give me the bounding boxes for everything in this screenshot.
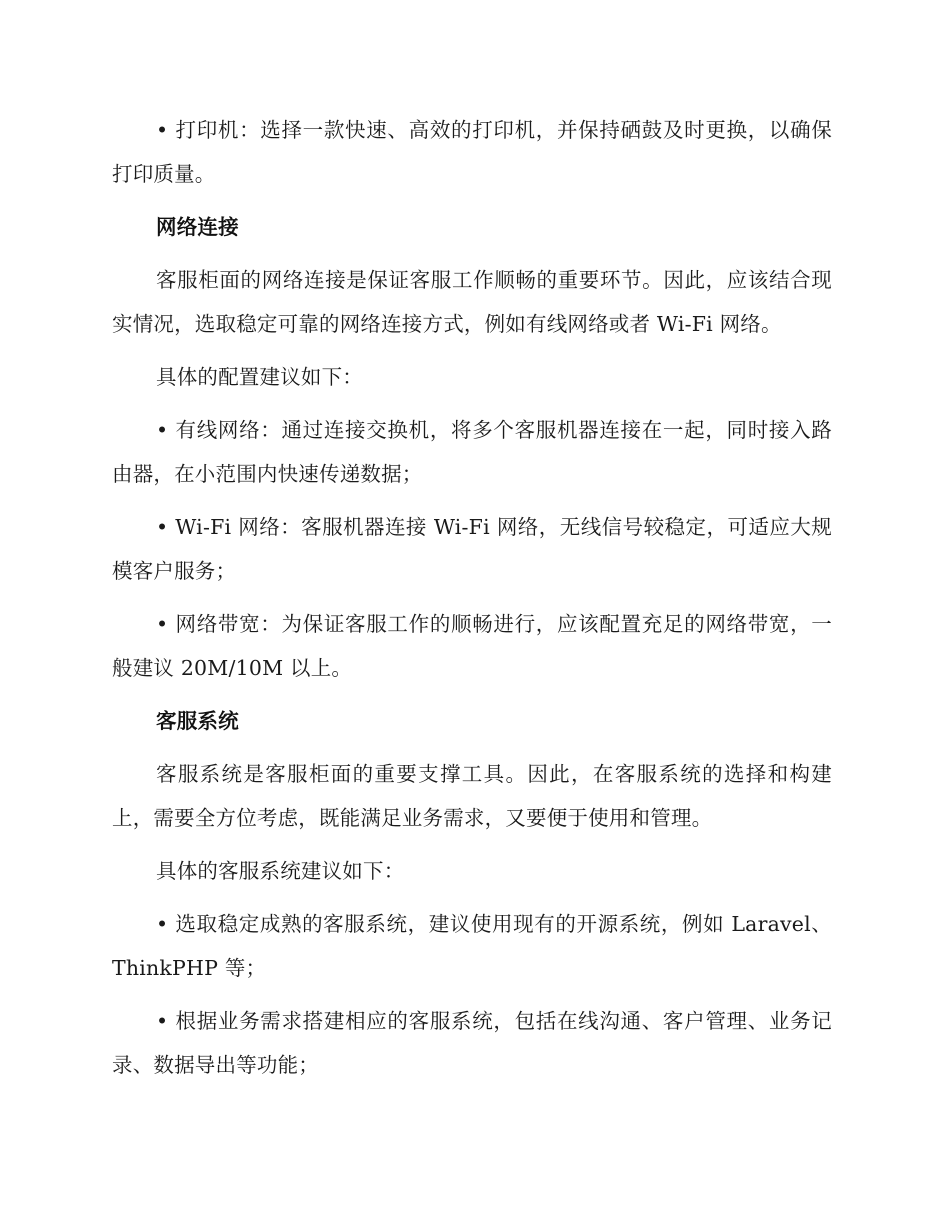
bullet-build-system: • 根据业务需求搭建相应的客服系统，包括在线沟通、客户管理、业务记录、数据导出等功能； xyxy=(112,1009,832,1077)
document-body xyxy=(112,108,832,1096)
bullet-wifi-network: • Wi-Fi 网络：客服机器连接 Wi-Fi 网络，无线信号较稳定，可适应大规模客户服务； xyxy=(112,515,832,583)
bullet-open-source: • 选取稳定成熟的客服系统，建议使用现有的开源系统，例如 Laravel、ThinkPHP 等； xyxy=(112,912,832,980)
paragraph-printer: • 打印机：选择一款快速、高效的打印机，并保持硒鼓及时更换，以确保打印质量。 xyxy=(112,118,832,186)
bullet-wired-network: • 有线网络：通过连接交换机，将多个客服机器连接在一起，同时接入路由器，在小范围内快速传递数据； xyxy=(112,418,832,486)
section-heading-network: 网络连接 xyxy=(156,215,239,239)
section-heading-service-system: 客服系统 xyxy=(156,709,239,733)
bullet-bandwidth: • 网络带宽：为保证客服工作的顺畅进行，应该配置充足的网络带宽，一般建议 20M/10M 以上。 xyxy=(112,612,832,680)
paragraph-network-intro: 客服柜面的网络连接是保证客服工作顺畅的重要环节。因此，应该结合现实情况，选取稳定可靠的网络连接方式，例如有线网络或者 Wi-Fi 网络。 xyxy=(112,268,832,336)
paragraph-network-config: 具体的配置建议如下： xyxy=(156,365,363,389)
paragraph-system-intro: 客服系统是客服柜面的重要支撑工具。因此，在客服系统的选择和构建上，需要全方位考虑，既能满足业务需求，又要便于使用和管理。 xyxy=(112,762,832,830)
paragraph-system-suggestions: 具体的客服系统建议如下： xyxy=(156,859,405,883)
